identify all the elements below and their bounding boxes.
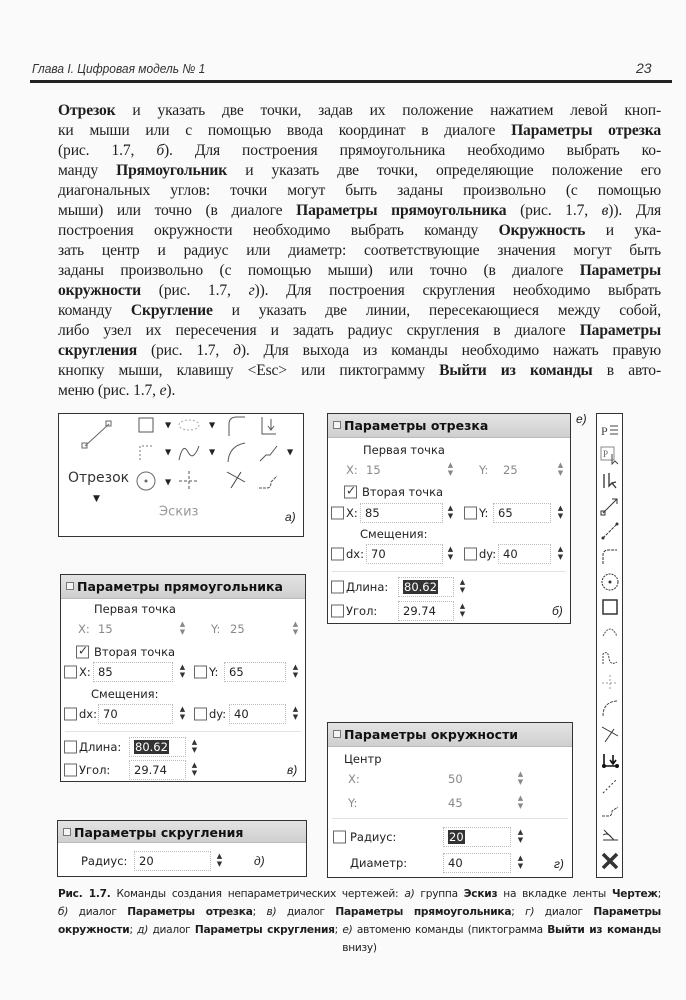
x2-field[interactable]: 85: [360, 503, 443, 523]
y2-spinner[interactable]: ▲ ▼: [557, 504, 564, 520]
x1-spinner[interactable]: ▲ ▼: [179, 620, 186, 636]
bold-term: Окружность: [498, 222, 586, 239]
arc-three-point-icon[interactable]: [600, 622, 620, 642]
dialog-title-bar: [328, 723, 572, 747]
x2-checkbox[interactable]: [64, 666, 77, 679]
length-spinner[interactable]: ▲ ▼: [191, 738, 198, 754]
figure-ref: б: [156, 142, 165, 159]
y1-spinner[interactable]: ▲ ▼: [292, 620, 299, 636]
text-run: диалог: [276, 906, 336, 918]
text-run: ;: [129, 924, 138, 936]
figure-ref: г): [525, 906, 535, 918]
text-line: [58, 885, 661, 903]
arc-tangent-icon[interactable]: [600, 698, 620, 718]
dialog-title-bar: [328, 414, 570, 438]
text-run: манду: [58, 162, 117, 179]
y2-spinner[interactable]: ▲ ▼: [292, 663, 299, 679]
center-mark-icon[interactable]: [600, 673, 620, 693]
radius-field[interactable]: 20: [134, 851, 211, 871]
bold-term: Параметры скругления: [194, 924, 335, 936]
dy-label: dy:: [209, 707, 227, 721]
dy-spinner[interactable]: ▲ ▼: [292, 705, 299, 721]
text-run: диалог: [68, 906, 128, 918]
diameter-spinner[interactable]: ▲ ▼: [517, 854, 524, 870]
dialog-title: Параметры окружности: [344, 727, 519, 742]
bold-term: Скругление: [130, 302, 213, 319]
text-line: [58, 281, 661, 301]
y-field[interactable]: 45: [443, 793, 511, 813]
x1-label: X:: [346, 463, 358, 477]
figure-ref: а): [404, 888, 415, 900]
parameters-list-icon[interactable]: [600, 420, 620, 440]
text-run: диалог: [148, 924, 195, 936]
dropdown-arrow-icon[interactable]: ▼: [209, 420, 216, 430]
bold-term: Прямоугольник: [116, 162, 228, 179]
arc-icon[interactable]: [225, 414, 247, 438]
fixed-point-icon[interactable]: [600, 751, 620, 771]
angle-field[interactable]: 29.74: [129, 760, 186, 780]
figure-ref: в: [601, 202, 609, 219]
text-line: [58, 301, 661, 321]
bold-term: Параметры отрезка: [127, 906, 253, 918]
arc-icon[interactable]: [600, 546, 620, 566]
text-run: ;: [511, 906, 526, 918]
bold-term: Параметры прямоугольника: [296, 202, 507, 219]
figure-caption: [58, 885, 661, 957]
length-label: Длина:: [79, 740, 122, 754]
text-run: )). Для: [608, 202, 661, 219]
second-point-checkbox[interactable]: [344, 486, 357, 499]
dy-field[interactable]: 40: [498, 544, 551, 564]
text-run: ). Для выхода из команды необходимо нажать правую: [240, 342, 661, 359]
bold-term: Параметры: [593, 906, 661, 918]
y1-spinner[interactable]: ▲ ▼: [557, 461, 564, 477]
dy-field[interactable]: 40: [229, 704, 286, 724]
diameter-label: Диаметр:: [350, 856, 408, 870]
angle-label: Угол:: [79, 763, 111, 777]
bold-term: окружности: [58, 282, 141, 299]
text-run: построения окружности необходимо выбрать команду: [58, 222, 499, 239]
text-line: [58, 141, 661, 161]
fillet-icon[interactable]: [600, 801, 620, 821]
text-run: (рис. 1.7,: [137, 342, 234, 359]
dx-label: dx:: [79, 707, 97, 721]
figure-letter: б): [552, 604, 563, 618]
figure-ref: д: [233, 342, 241, 359]
x1-field[interactable]: 15: [361, 460, 443, 480]
bold-term: скругления: [58, 342, 138, 359]
y2-label: Y:: [479, 506, 489, 520]
x1-field[interactable]: 15: [93, 619, 175, 639]
dialog-title-bar: [58, 821, 306, 843]
text-run: Команды создания непараметрических чертежей:: [110, 888, 405, 900]
figure-ref: д): [137, 924, 149, 936]
line-segment-icon: [81, 420, 113, 450]
text-line: [58, 903, 661, 921]
figure-ref: б): [58, 906, 69, 918]
rectangle-icon[interactable]: [137, 416, 155, 434]
text-line: [58, 261, 661, 281]
angle-field[interactable]: 29.74: [398, 601, 454, 621]
rectangle-icon[interactable]: [600, 597, 620, 617]
polyline-icon[interactable]: [137, 442, 157, 462]
text-run: ).: [166, 382, 176, 399]
text-run: на вкладке ленты: [497, 888, 612, 900]
collapse-icon[interactable]: [63, 828, 71, 836]
length-field[interactable]: 80.62: [129, 737, 186, 757]
dropdown-arrow-icon[interactable]: ▼: [287, 447, 294, 457]
figure-d-fillet-parameters-dialog: [57, 820, 307, 877]
angle-label: Угол:: [346, 604, 378, 618]
stepped-line-icon[interactable]: [257, 440, 279, 464]
text-run: и ука-: [585, 222, 662, 239]
y1-label: Y:: [211, 622, 221, 636]
figure-letter: д): [254, 854, 265, 868]
ellipse-icon[interactable]: [177, 418, 201, 432]
text-run: либо узел их пересечения и задать радиус скругления в диалоге: [58, 322, 580, 339]
text-run: группа: [414, 888, 464, 900]
spline-icon[interactable]: [600, 648, 620, 668]
y-label: Y:: [348, 796, 358, 810]
angle-spinner[interactable]: ▲ ▼: [191, 761, 198, 777]
x2-label: X:: [346, 506, 358, 520]
page-number: 23: [636, 60, 652, 76]
x2-spinner[interactable]: ▲ ▼: [179, 663, 186, 679]
figure-letter: а): [285, 510, 296, 524]
text-run: ки мыши или с помощью ввода координат в диалоге: [58, 122, 512, 139]
group-label-sketch: Эскиз: [159, 504, 199, 520]
angle-checkbox[interactable]: [331, 605, 344, 618]
svg-text:P: P: [601, 424, 608, 438]
figure-b-line-parameters-dialog: [327, 413, 571, 624]
radius-field[interactable]: 20: [443, 827, 511, 847]
dialog-title: Параметры прямоугольника: [77, 579, 283, 594]
text-run: в авто-: [592, 362, 661, 379]
text-run: )). Для построения скругления необходимо выбрать: [254, 282, 661, 299]
x2-label: X:: [79, 665, 91, 679]
angle-checkbox[interactable]: [64, 764, 77, 777]
bold-term: Параметры прямоугольника: [335, 906, 512, 918]
text-run: мыши) или точно (в диалоге: [58, 202, 297, 219]
running-header-chapter: Глава I. Цифровая модель № 1: [32, 61, 206, 76]
text-run: диагональных углов: точки могут быть заданы произвольно (с помощью: [58, 182, 661, 199]
collapse-icon[interactable]: [333, 421, 341, 429]
y2-checkbox[interactable]: [194, 666, 207, 679]
text-line: [58, 939, 661, 957]
select-pointer-icon[interactable]: [600, 470, 620, 490]
x-spinner[interactable]: ▲ ▼: [517, 770, 524, 786]
dropdown-arrow-icon[interactable]: ▼: [165, 420, 172, 430]
dy-spinner[interactable]: ▲ ▼: [557, 545, 564, 561]
x1-label: X:: [78, 622, 90, 636]
bold-term: Параметры отрезка: [511, 122, 661, 139]
figure-ref: е: [159, 382, 167, 399]
exit-command-icon[interactable]: [600, 851, 620, 871]
text-run: и указать две точки, определяющие положение его: [227, 162, 661, 179]
offsets-label: Смещения:: [360, 527, 428, 541]
text-run: команду: [58, 302, 131, 319]
text-run: (рис. 1.7,: [58, 142, 157, 159]
text-line: [58, 341, 661, 361]
text-line: [58, 361, 661, 381]
command-label-otrezok[interactable]: Отрезок: [68, 470, 130, 486]
figure-a-sketch-ribbon: [58, 413, 304, 537]
dashed-line-icon[interactable]: [600, 776, 620, 796]
dy-checkbox[interactable]: [194, 708, 207, 721]
y-spinner[interactable]: ▲ ▼: [517, 794, 524, 810]
divider: [65, 731, 301, 732]
text-run: ;: [334, 924, 343, 936]
text-run: ;: [657, 888, 662, 900]
text-run: зать центр и радиус или диаметр: соответствующие значения могут быть: [58, 242, 661, 259]
figure-e-automenu-toolbar: [596, 413, 623, 878]
y2-field[interactable]: 65: [224, 662, 286, 682]
figure-letter: г): [554, 857, 564, 871]
dx-spinner[interactable]: ▲ ▼: [447, 545, 454, 561]
dy-checkbox[interactable]: [464, 548, 477, 561]
dropdown-arrow-icon[interactable]: ▼: [165, 477, 172, 487]
dx-label: dx:: [346, 547, 364, 561]
text-line: [58, 181, 661, 201]
dx-checkbox[interactable]: [64, 708, 77, 721]
dialog-title-bar: [61, 575, 305, 599]
dx-checkbox[interactable]: [331, 548, 344, 561]
radius-label: Радиус:: [350, 830, 397, 844]
figure-g-circle-parameters-dialog: [327, 722, 573, 878]
y1-field[interactable]: 25: [225, 619, 285, 639]
figure-letter: в): [287, 763, 298, 777]
text-run: (рис. 1.7,: [141, 282, 249, 299]
bold-term: окружности: [58, 924, 130, 936]
y1-field[interactable]: 25: [498, 460, 553, 480]
line-arrow-icon[interactable]: [600, 496, 620, 516]
text-line: [58, 161, 661, 181]
length-label: Длина:: [346, 580, 389, 594]
bold-term: Рис. 1.7.: [58, 888, 111, 900]
arc-by-points-icon[interactable]: [225, 440, 247, 464]
collapse-icon[interactable]: [66, 582, 74, 590]
y2-field[interactable]: 65: [493, 503, 551, 523]
offsets-label: Смещения:: [91, 687, 159, 701]
text-run: кнопку мыши, клавишу <Esc> или пиктограмму: [58, 362, 440, 379]
text-line: [58, 241, 661, 261]
circle-icon[interactable]: [135, 470, 157, 492]
circle-icon[interactable]: [600, 572, 620, 592]
second-point-label: Вторая точка: [94, 645, 176, 659]
figure-ref: е): [342, 924, 353, 936]
text-line: [58, 121, 661, 141]
text-line: [58, 381, 661, 401]
trim-icon[interactable]: [225, 468, 247, 492]
length-checkbox[interactable]: [331, 581, 344, 594]
center-mark-icon[interactable]: [177, 470, 201, 492]
text-run: внизу): [342, 942, 377, 954]
text-line: [58, 921, 661, 939]
angle-spinner[interactable]: ▲ ▼: [459, 602, 466, 618]
divider: [332, 571, 566, 572]
line-icon[interactable]: [600, 521, 620, 541]
x-field[interactable]: 50: [443, 769, 511, 789]
bold-term: Выйти из команды: [547, 924, 661, 936]
bold-term: Выйти из команды: [439, 362, 593, 379]
collapse-icon[interactable]: [333, 730, 341, 738]
figure-ref: в): [266, 906, 277, 918]
spline-icon[interactable]: [177, 442, 201, 462]
first-point-label: Первая точка: [363, 443, 445, 457]
x1-spinner[interactable]: ▲ ▼: [447, 461, 454, 477]
fixed-point-icon[interactable]: [257, 414, 279, 438]
center-label: Центр: [344, 752, 382, 766]
dropdown-arrow-icon[interactable]: ▼: [165, 447, 172, 457]
dropdown-arrow-icon[interactable]: ▼: [93, 494, 100, 504]
radius-spinner[interactable]: ▲ ▼: [517, 828, 524, 844]
dx-spinner[interactable]: ▲ ▼: [179, 705, 186, 721]
text-line: [58, 101, 661, 121]
text-run: меню (рис. 1.7,: [58, 382, 160, 399]
text-run: автоменю команды (пиктограмма: [352, 924, 548, 936]
text-run: (рис. 1.7,: [506, 202, 602, 219]
second-point-checkbox[interactable]: [76, 646, 89, 659]
text-run: заданы произвольно (с помощью мыши) или точно (в диалоге: [58, 262, 580, 279]
svg-text:P: P: [603, 449, 609, 459]
dialog-title: Параметры отрезка: [344, 418, 489, 433]
y2-label: Y:: [209, 665, 219, 679]
x2-field[interactable]: 85: [93, 662, 173, 682]
cut-icon[interactable]: [600, 826, 620, 846]
text-line: [58, 221, 661, 241]
length-checkbox[interactable]: [64, 741, 77, 754]
x2-spinner[interactable]: ▲ ▼: [447, 504, 454, 520]
text-run: диалог: [534, 906, 594, 918]
dx-field[interactable]: 70: [366, 544, 443, 564]
header-rule: [30, 80, 672, 83]
body-paragraph: [58, 101, 661, 401]
figure-ref: г: [248, 282, 255, 299]
bold-term: Эскиз: [463, 888, 498, 900]
y1-label: Y:: [479, 463, 489, 477]
second-point-label: Вторая точка: [362, 485, 444, 499]
dialog-title: Параметры скругления: [74, 825, 244, 840]
text-run: ). Для построения прямоугольника необходимо выбрать ко-: [164, 142, 661, 159]
bold-term: Отрезок: [58, 102, 116, 119]
bold-term: Параметры: [579, 262, 661, 279]
radius-label: Радиус:: [81, 854, 128, 868]
trim-icon[interactable]: [600, 724, 620, 744]
x2-checkbox[interactable]: [331, 507, 344, 520]
text-run: и указать две линии, пересекающиеся между собой,: [212, 302, 661, 319]
bold-term: Чертеж: [611, 888, 658, 900]
divider: [332, 818, 568, 819]
text-run: и указать две точки, задав их положение нажатием левой кноп-: [115, 102, 661, 119]
radius-checkbox[interactable]: [333, 831, 346, 844]
text-line: [58, 201, 661, 221]
length-spinner[interactable]: ▲ ▼: [459, 578, 466, 594]
dy-label: dy:: [479, 547, 497, 561]
figure-v-rectangle-parameters-dialog: [60, 574, 306, 782]
dropdown-arrow-icon[interactable]: ▼: [209, 447, 216, 457]
bold-term: Параметры: [579, 322, 661, 339]
diameter-field[interactable]: 40: [443, 853, 511, 873]
parameters-select-icon[interactable]: [600, 445, 620, 465]
x-label: X:: [348, 772, 360, 786]
dx-field[interactable]: 70: [98, 704, 173, 724]
figure-letter-e: е): [576, 412, 587, 426]
fillet-icon[interactable]: [257, 470, 279, 492]
text-run: ;: [252, 906, 267, 918]
text-line: [58, 321, 661, 341]
first-point-label: Первая точка: [94, 602, 176, 616]
y2-checkbox[interactable]: [464, 507, 477, 520]
length-field[interactable]: 80.62: [398, 577, 454, 597]
radius-spinner[interactable]: ▲ ▼: [216, 852, 223, 868]
